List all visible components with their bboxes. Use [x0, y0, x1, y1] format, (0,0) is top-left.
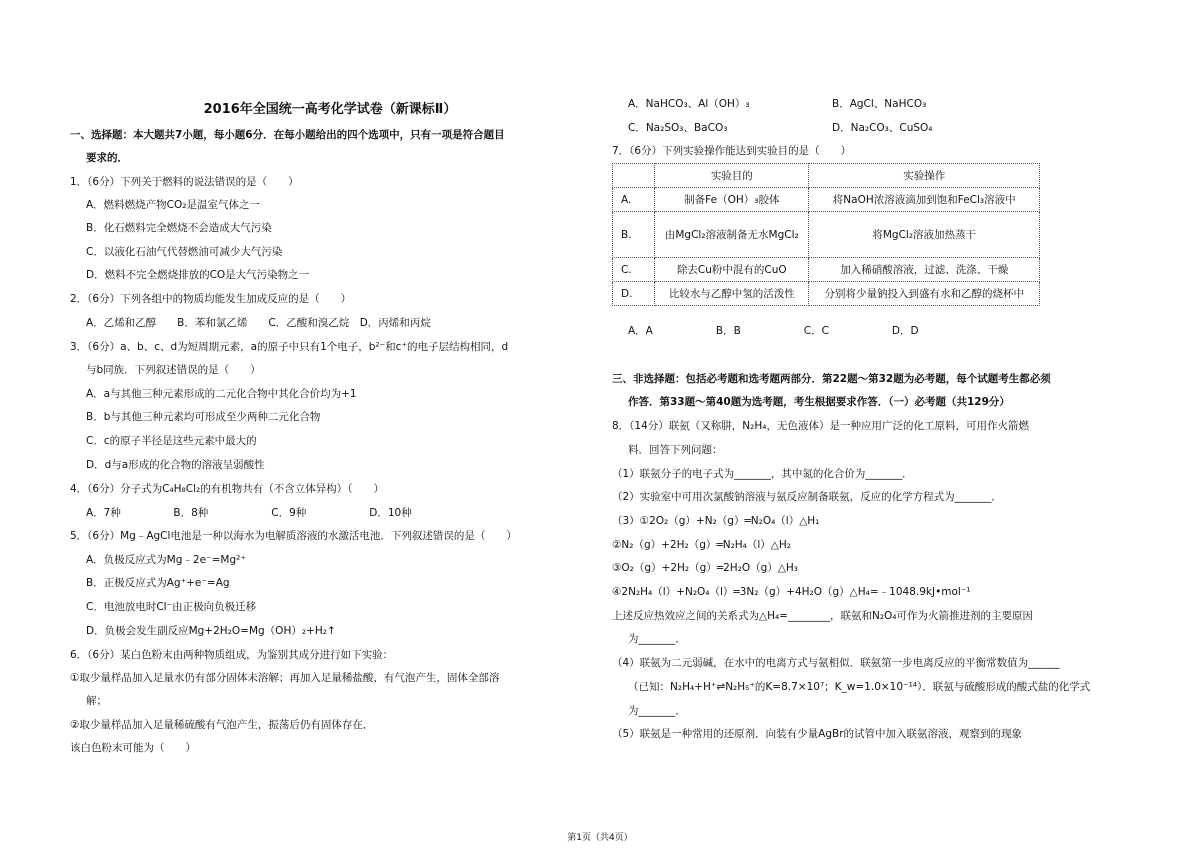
- text-line: 为_______．: [628, 633, 686, 645]
- option-line: C．Na₂SO₃、BaCO₃: [628, 122, 728, 134]
- table-cell: 除去Cu粉中混有的CuO: [655, 258, 809, 282]
- text-line: 料．回答下列问题：: [628, 444, 723, 456]
- text-line: 一、选择题：本大题共7小题，每小题6分．在每小题给出的四个选项中，只有一项是符合题目: [70, 129, 505, 141]
- table-cell: 制备Fe（OH）₃胶体: [655, 188, 809, 212]
- text-line: 2．（6分）下列各组中的物质均能发生加成反应的是（ ）: [70, 293, 352, 305]
- text-line: ④2N₂H₄（l）+N₂O₄（l）═3N₂（g）+4H₂O（g）△H₄=﹣1048.9kJ•mol⁻¹: [612, 586, 971, 598]
- table-cell: 将MgCl₂溶液加热蒸干: [809, 212, 1040, 258]
- table-header-row: [613, 164, 1040, 188]
- text-line: 6．（6分）某白色粉末由两种物质组成，为鉴别其成分进行如下实验：: [70, 649, 394, 661]
- text-line: 8．（14分）联氨（又称肼，N₂H₄，无色液体）是一种应用广泛的化工原料，可用作火箭燃: [612, 420, 1029, 432]
- text-line: 上述反应热效应之间的关系式为△H₄=________，联氨和N₂O₄可作为火箭推进剂的主要原因: [612, 610, 1034, 622]
- text-line: 作答．第33题～第40题为选考题，考生根据要求作答．（一）必考题（共129分）: [628, 396, 1010, 408]
- option-line: A．NaHCO₃、Al（OH）₃: [628, 98, 750, 110]
- text-line: 3．（6分）a、b、c、d为短周期元素，a的原子中只有1个电子，b²⁻和c⁺的电子层结构相同，d: [70, 341, 509, 353]
- text-line: ②N₂（g）+2H₂（g）═N₂H₄（l）△H₂: [612, 539, 791, 551]
- table-header-cell: 实验目的: [655, 164, 809, 188]
- text-line: （4）联氨为二元弱碱，在水中的电离方式与氨相似．联氨第一步电离反应的平衡常数值为______: [612, 657, 1060, 669]
- table-cell: C.: [613, 258, 655, 282]
- text-line: D．负极会发生副反应Mg+2H₂O=Mg（OH）₂+H₂↑: [86, 625, 336, 637]
- text-line: 5．（6分）Mg﹣AgCl电池是一种以海水为电解质溶液的水激活电池．下列叙述错误的是（ ）: [70, 530, 517, 542]
- text-line: ①取少量样品加入足量水仍有部分固体未溶解；再加入足量稀盐酸，有气泡产生，固体全部溶: [70, 672, 500, 684]
- text-line: C．以液化石油气代替燃油可减少大气污染: [86, 246, 283, 258]
- table-row: [613, 188, 1040, 212]
- table-row: [613, 258, 1040, 282]
- page-title: 2016年全国统一高考化学试卷（新课标Ⅱ）: [203, 102, 457, 117]
- text-line: A．7种 B．8种 C．9种 D．10种: [86, 507, 412, 519]
- table-cell: 比较水与乙醇中氢的活泼性: [655, 282, 809, 306]
- text-line: A．a与其他三种元素形成的二元化合物中其化合价均为+1: [86, 388, 357, 400]
- text-line: A．负极反应式为Mg﹣2e⁻=Mg²⁺: [86, 554, 246, 566]
- text-line: B．b与其他三种元素均可形成至少两种二元化合物: [86, 411, 321, 423]
- text-line: 该白色粉末可能为（ ）: [70, 742, 196, 754]
- option-line: D．Na₂CO₃、CuSO₄: [832, 122, 933, 134]
- text-line: 4．（6分）分子式为C₄H₈Cl₂的有机物共有（不含立体异构）（ ）: [70, 483, 384, 495]
- table-cell: A.: [613, 188, 655, 212]
- text-line: 1．（6分）下列关于燃料的说法错误的是（ ）: [70, 176, 299, 188]
- option-line: B．AgCl、NaHCO₃: [832, 98, 927, 110]
- table-cell: D.: [613, 282, 655, 306]
- table-header-cell: 实验操作: [809, 164, 1040, 188]
- option-line: 7．（6分）下列实验操作能达到实验目的是（ ）: [612, 145, 852, 157]
- text-line: B．化石燃料完全燃烧不会造成大气污染: [86, 222, 272, 234]
- text-line: C．c的原子半径是这些元素中最大的: [86, 435, 257, 447]
- table-row: [613, 282, 1040, 306]
- text-line: D．d与a形成的化合物的溶液呈弱酸性: [86, 459, 265, 471]
- table-cell: B.: [613, 212, 655, 258]
- text-line: （3）①2O₂（g）+N₂（g）═N₂O₄（l）△H₁: [612, 515, 820, 527]
- experiment-table: [612, 163, 1040, 306]
- table-cell: 由MgCl₂溶液制备无水MgCl₂: [655, 212, 809, 258]
- page-footer: 第1页（共4页）: [567, 833, 633, 843]
- text-line: （已知：N₂H₄+H⁺⇌N₂H₅⁺的K=8.7×10⁷；K_w=1.0×10⁻¹⁴）．联氨与硫酸形成的酸式盐的化学式: [628, 681, 1091, 693]
- table-cell: 将NaOH浓溶液滴加到饱和FeCl₃溶液中: [809, 188, 1040, 212]
- table-cell: 加入稀硝酸溶液，过滤、洗涤、干燥: [809, 258, 1040, 282]
- text-line: 为_______．: [628, 705, 686, 717]
- text-line: A．燃料燃烧产物CO₂是温室气体之一: [86, 199, 260, 211]
- table-cell: 分别将少量钠投入到盛有水和乙醇的烧杯中: [809, 282, 1040, 306]
- text-line: B．正极反应式为Ag⁺+e⁻=Ag: [86, 577, 230, 589]
- text-line: A．乙烯和乙醇 B．苯和氯乙烯 C．乙酸和溴乙烷 D．丙烯和丙烷: [86, 317, 431, 329]
- table-row: [613, 212, 1040, 258]
- text-line: D．燃料不完全燃烧排放的CO是大气污染物之一: [86, 269, 310, 281]
- text-line: A．A B．B C．C D．D: [628, 325, 919, 337]
- text-line: ③O₂（g）+2H₂（g）═2H₂O（g）△H₃: [612, 562, 799, 574]
- text-line: 三、非选择题：包括必考题和选考题两部分．第22题～第32题为必考题，每个试题考生都必须: [612, 373, 1051, 385]
- text-line: （2）实验室中可用次氯酸钠溶液与氨反应制备联氨，反应的化学方程式为_______．: [612, 491, 1002, 503]
- text-line: C．电池放电时Cl⁻由正极向负极迁移: [86, 601, 257, 613]
- text-line: 与b同族．下列叙述错误的是（ ）: [86, 364, 261, 376]
- text-line: 解；: [86, 695, 107, 707]
- text-line: （5）联氨是一种常用的还原剂．向装有少量AgBr的试管中加入联氨溶液，观察到的现象: [612, 728, 1023, 740]
- text-line: ②取少量样品加入足量稀硫酸有气泡产生，振荡后仍有固体存在．: [70, 719, 374, 731]
- text-line: 要求的．: [86, 152, 128, 164]
- table-header-cell: [613, 164, 655, 188]
- text-line: （1）联氨分子的电子式为_______，其中氮的化合价为_______．: [612, 468, 913, 480]
